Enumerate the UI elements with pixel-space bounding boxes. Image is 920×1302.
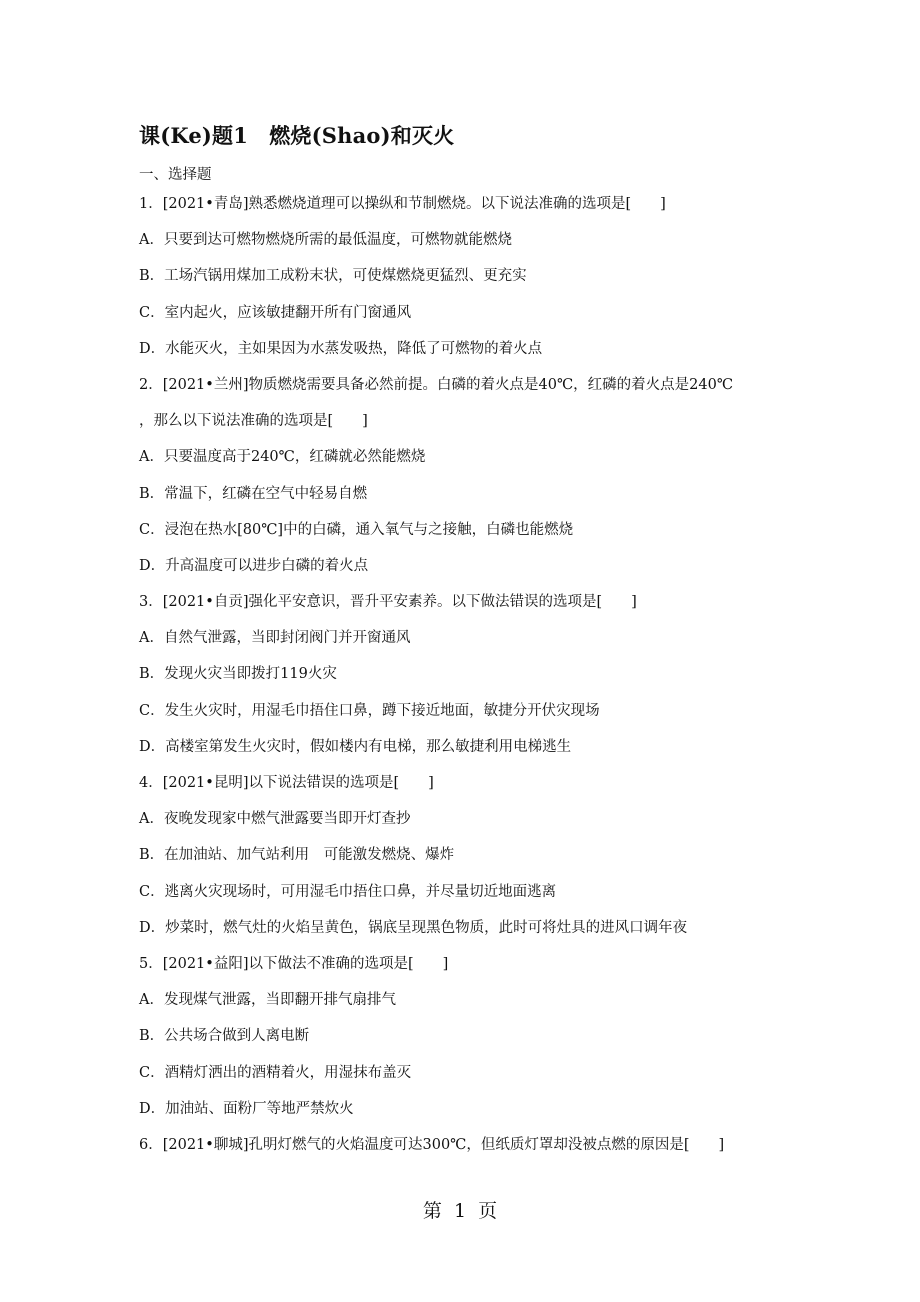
option-line: B．公共场合做到人离电断: [139, 1028, 310, 1045]
option-line: B．工场汽锅用煤加工成粉末状，可使煤燃烧更猛烈、更充实: [139, 268, 527, 285]
option-line: D．炒菜时，燃气灶的火焰呈黄色，锅底呈现黑色物质，此时可将灶具的进风口调年夜: [139, 919, 688, 936]
option-line: A．夜晚发现家中燃气泄露要当即开灯查抄: [139, 811, 411, 828]
option-line: D．高楼室第发生火灾时，假如楼内有电梯，那么敏捷利用电梯逃生: [139, 738, 572, 755]
option-line: D．加油站、面粉厂等地严禁炊火: [139, 1100, 354, 1117]
section-heading: 一、选择题: [139, 167, 212, 183]
option-line: C．逃离火灾现场时，可用湿毛巾捂住口鼻，并尽量切近地面逃离: [139, 883, 557, 900]
question-line: 3．[2021•自贡]强化平安意识，晋升平安素养。以下做法错误的选项是[ ]: [139, 594, 637, 611]
page-title: 课(Ke)题1 燃烧(Shao)和灭火: [139, 123, 455, 148]
option-line: A．发现煤气泄露，当即翻开排气扇排气: [139, 992, 396, 1009]
option-line: B．发现火灾当即拨打119火灾: [139, 666, 337, 683]
question-line-continued: ，那么以下说法准确的选项是[ ]: [139, 413, 368, 430]
question-line: 2．[2021•兰州]物质燃烧需要具备必然前提。白磷的着火点是40℃，红磷的着火点是240℃: [139, 376, 734, 393]
question-line: 5．[2021•益阳]以下做法不准确的选项是[ ]: [139, 955, 449, 972]
option-line: B．常温下，红磷在空气中轻易自燃: [139, 485, 368, 502]
question-list: [139, 192, 839, 1169]
option-line: C．酒精灯洒出的酒精着火，用湿抹布盖灭: [139, 1064, 412, 1081]
option-line: A．只要到达可燃物燃烧所需的最低温度，可燃物就能燃烧: [139, 232, 512, 249]
option-line: C．浸泡在热水[80℃]中的白磷，通入氧气与之接触，白磷也能燃烧: [139, 521, 574, 538]
option-line: D．升高温度可以进步白磷的着火点: [139, 557, 369, 574]
option-line: A．自然气泄露，当即封闭阀门并开窗通风: [139, 630, 411, 647]
page-number: 第 1 页: [422, 1200, 498, 1222]
question-line: 1．[2021•青岛]熟悉燃烧道理可以操纵和节制燃烧。以下说法准确的选项是[ ]: [139, 196, 666, 212]
option-line: D．水能灭火，主如果因为水蒸发吸热，降低了可燃物的着火点: [139, 340, 543, 357]
question-line: 6．[2021•聊城]孔明灯燃气的火焰温度可达300℃，但纸质灯罩却没被点燃的原因是[ ]: [139, 1136, 725, 1153]
option-line: C．发生火灾时，用湿毛巾捂住口鼻，蹲下接近地面，敏捷分开伏灾现场: [139, 702, 600, 719]
option-line: B．在加油站、加气站利用 可能激发燃烧、爆炸: [139, 847, 455, 864]
option-line: C．室内起火，应该敏捷翻开所有门窗通风: [139, 304, 412, 321]
question-line: 4．[2021•昆明]以下说法错误的选项是[ ]: [139, 775, 434, 791]
option-line: A．只要温度高于240℃，红磷就必然能燃烧: [139, 449, 426, 466]
